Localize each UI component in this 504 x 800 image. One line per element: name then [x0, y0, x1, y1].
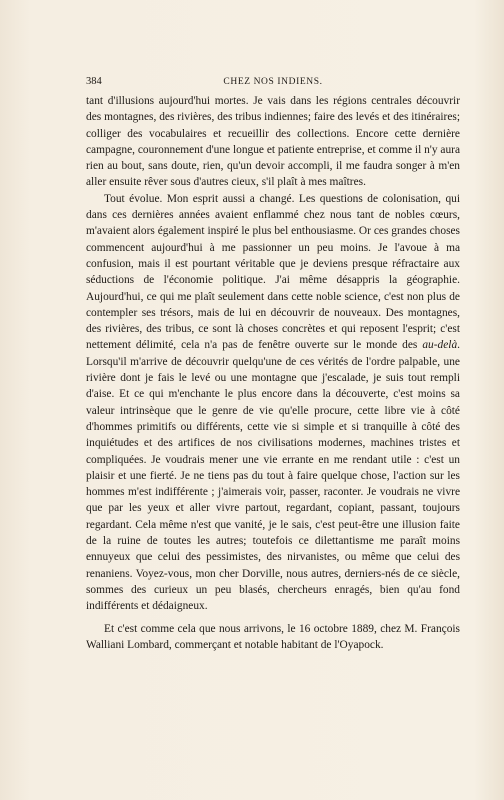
page-header [86, 75, 460, 89]
paragraph-1: tant d'illusions aujourd'hui mortes. Je vais dans les régions centrales découvrir des montagnes, des rivières, des tribus indiennes; faire des levés et des itinéraires; colliger des vocabulaires et recueillir des collections. Encore cette dernière campagne, couronnement d'une longue et patiente entreprise, et comme il n'y aura rien au bout, sans doute, rien, qu'un devoir accompli, il me faudra songer à m'en aller ensuite rêver sous d'autres cieux, s'il plaît à mes maîtres. [86, 95, 460, 189]
paragraph-2 [86, 191, 460, 615]
page-body [86, 93, 460, 653]
paragraph-3: Et c'est comme cela que nous arrivons, le 16 octobre 1889, chez M. François Walliani Lombard, commerçant et notable habitant de l'Oyapock. [86, 622, 460, 651]
italic-phrase: au-delà [422, 339, 458, 352]
running-title: CHEZ NOS INDIENS. [223, 77, 323, 87]
paragraph-2-continuation: . Lorsqu'il m'arrive de découvrir quelqu'une de ces vérités de l'ordre palpable, une rivière dont je fais le levé ou une montagne que j'escalade, je suis tout rempli d'aise. Et ce qui m'enchante le plus encore dans la découverte, c'est moins sa valeur intrinsèque que le genre de vie qu'elle procure, cette libre vie à côté d'hommes primitifs ou différents, cette vie si simple et si tranquille à côté des inquiétudes et des artifices de nos civilisations modernes, machines tristes et compliquées. Je voudrais mener une vie errante en me rendant utile : c'est un plaisir et une fierté. Je ne tiens pas du tout à faire quelque chose, l'action sur les hommes m'est indifférente ; j'aimerais voir, passer, raconter. Je voudrais ne vivre que par les yeux et aller vivre partout, regardant, copiant, passant, toujours regardant. Cela même n'est que vanité, je le sais, c'est peut-être une illusion faite de la ruine de toutes les autres; toutefois ce dilettantisme me paraît moins ennuyeux que celui des pessimistes, des nirvanistes, ou même que celui des renaniens. Voyez-vous, mon cher Dorville, nous autres, derniers-nés de ce siècle, sommes des curieux un peu blasés, chercheurs enragés, bien qu'au fond indifférents et dédaigneux. [86, 339, 460, 613]
page-number: 384 [86, 76, 102, 87]
paragraph-2-text: Tout évolue. Mon esprit aussi a changé. Les questions de colonisation, qui dans ces dernières années avaient enflammé chez nous tant de nobles cœurs, m'avaient alors également inspiré le plus bel enthousiasme. Or ces grandes choses commencent aujourd'hui à me passionner un peu moins. Je l'avoue à ma confusion, mais il est pourtant véritable que je deviens presque réfractaire aux séductions de l'économie politique. J'ai même désappris la géographie. Aujourd'hui, ce qui me plaît seulement dans cette noble science, c'est non plus de contempler ses trésors, mais de lui en découvrir de nouveaux. Des montagnes, des rivières, des tribus, ce sont là choses concrètes et qui reposent l'esprit; c'est nettement délimité, cela n'a pas de fenêtre ouverte sur le monde des [86, 192, 460, 352]
